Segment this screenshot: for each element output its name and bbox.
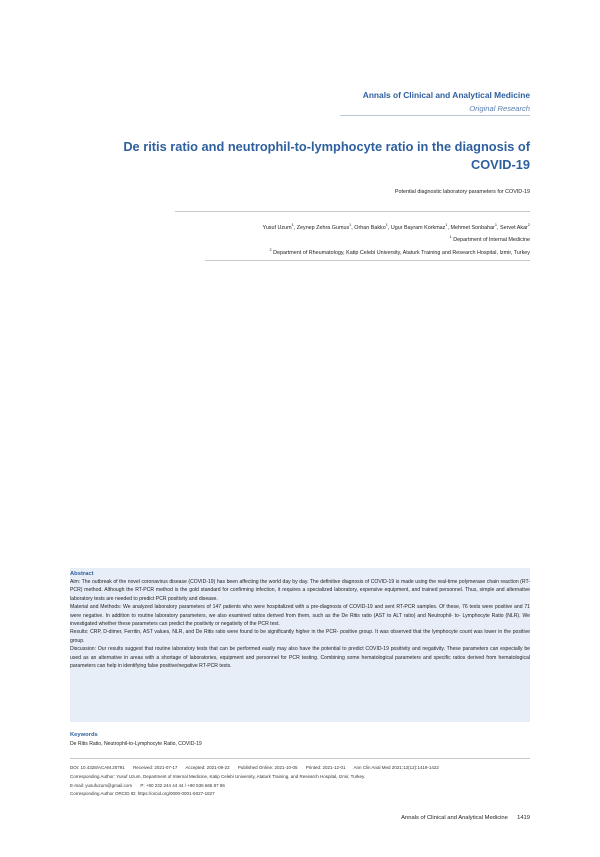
abstract-discussion: Discussion: Our results suggest that routine laboratory tests that can be performed easily may also have the potential to predict COVID-19 positivity and negativity. These parameters can especially be used as an alternative in areas with a shortage of laboratories, equipment and personnel for PCR testing. Combining some hematological parameters and specific ratios derived from hematological parameters can help in identifying false positive/negative RT-PCR tests. bbox=[70, 646, 530, 670]
author-name: Zeynep Zehra Gumus bbox=[296, 224, 350, 231]
meta-divider bbox=[70, 758, 530, 759]
contact-line bbox=[70, 782, 530, 791]
abstract-heading: Abstract bbox=[70, 571, 94, 577]
affiliation-2: Department of Rheumatology, Katip Celebi University, Ataturk Training and Research Hospital, Izmir, Turkey bbox=[273, 249, 530, 256]
article-type: Original Research bbox=[469, 104, 530, 113]
publication-dates bbox=[70, 764, 530, 773]
accepted-date: Accepted: 2021-09-22 bbox=[185, 765, 230, 770]
received-date: Received: 2021-07-17 bbox=[133, 765, 178, 770]
printed-date: Printed: 2021-12-01 bbox=[305, 765, 346, 770]
authors-top-divider bbox=[175, 211, 530, 212]
abstract-methods: Material and Methods: We analyzed laboratory parameters of 147 patients who were hospitalized with a pre-diagnosis of COVID-19 and sent RT-PCR samples. Of these, 76 tests were positive and 71 were negative. In addition to routine laboratory parameters, we also examined ratios derived from them, such as the De Ritis ratio (AST to ALT ratio) and Neutrophil- to- Lymphocyte Ratio (NLR). We investigated whether these parameters can predict the positivity or negativity of the PCR test. bbox=[70, 604, 530, 628]
author-affiliation-mark: 2 bbox=[527, 223, 530, 227]
abstract-aim: Aim: The outbreak of the novel coronavirus disease (COVID-19) has been affecting the world day by day. The definitive diagnosis of COVID-19 is made using the real-time polymerase chain reaction (RT-PCR) method. Although the RT-PCR method is the gold standard for confirming infection, it requires a specialized laboratory, expensive equipment, and trained personnel. Thus, simple and alternative laboratory tests are needed to predict PCR positivity and disease. bbox=[70, 579, 530, 602]
citation: Ann Clin Anal Med 2021;12(12):1419-1422 bbox=[353, 765, 439, 770]
corresponding-author: Corresponding Author: Yusuf Uzum, Department of Internal Medicine, Katip Celebi University, Ataturk Training, and Research Hospital, Izmir, Turkey. bbox=[70, 773, 366, 779]
author-affiliation-mark: 1 bbox=[445, 223, 448, 227]
journal-name: Annals of Clinical and Analytical Medicine bbox=[362, 90, 530, 100]
article-title-line-2: COVID-19 bbox=[470, 156, 530, 172]
author-affiliation-mark: 1 bbox=[385, 223, 388, 227]
page-number: 1419 bbox=[517, 815, 530, 821]
email-link[interactable]: E-mail: yusufuzum@gmail.com bbox=[70, 782, 133, 788]
header-divider bbox=[340, 115, 530, 116]
author-name: Orhan Bakko bbox=[354, 224, 386, 231]
page-footer bbox=[401, 815, 530, 821]
author-affiliation-mark: 1 bbox=[291, 223, 294, 227]
author-name: Servet Akar bbox=[500, 224, 528, 231]
author-block: Yusuf Uzum$^1$, Zeynep Zehra Gumus$^1$, Orhan Bakko$^1$, Ugur Bayram Korkmaz$^1$, Mehmet Sonbahar$^1$, Servet Akar$^2$ $^1$ Department of Internal Medicine $^2$ Department of Rheumatology, Katip Celebi University, Ataturk Training and Research Hospital, Izmir, Turkey bbox=[262, 223, 530, 256]
author-name: Mehmet Sonbahar bbox=[450, 224, 495, 231]
author-affiliation-mark: 1 bbox=[349, 223, 352, 227]
published-date: Published Online: 2021-10-05 bbox=[237, 765, 298, 770]
affiliation-number: 1 bbox=[449, 235, 452, 240]
running-title: Potential diagnostic laboratory parameters for COVID-19 bbox=[394, 189, 530, 195]
affiliation-number: 2 bbox=[269, 247, 272, 252]
footer-journal-name: Annals of Clinical and Analytical Medicine bbox=[401, 815, 508, 821]
author-affiliation-mark: 1 bbox=[494, 223, 497, 227]
abstract-results: Results: CRP, D-dimer, Ferritin, AST values, NLR, and De Ritis ratio were found to be significantly higher in the PCR- positive group. It was observed that the lymphocyte count was lower in the positive group. bbox=[70, 629, 530, 644]
keywords-heading: Keywords bbox=[70, 732, 98, 738]
abstract-body bbox=[70, 578, 530, 670]
orcid-link[interactable]: Corresponding Author ORCID ID: https://orcid.org/0000-0001-5027-1827 bbox=[70, 791, 215, 797]
author-name: Yusuf Uzum bbox=[262, 224, 292, 231]
authors-bottom-divider bbox=[205, 260, 530, 261]
doi: DOI: 10.4328/ACAM.20791 bbox=[70, 765, 125, 770]
article-metadata bbox=[70, 764, 530, 799]
article-title-line-1: De ritis ratio and neutrophil-to-lymphocyte ratio in the diagnosis of bbox=[123, 139, 530, 154]
author-name: Ugur Bayram Korkmaz bbox=[390, 224, 446, 231]
affiliation-1: Department of Internal Medicine bbox=[453, 237, 530, 244]
phone-number: P: +90 232 244 44 44 / +90 536 665 87 86 bbox=[140, 782, 225, 788]
keywords-list: De Ritis Ratio, Neutrophil-to-Lymphocyte Ratio, COVID-19 bbox=[70, 741, 202, 747]
article-title bbox=[100, 138, 530, 173]
